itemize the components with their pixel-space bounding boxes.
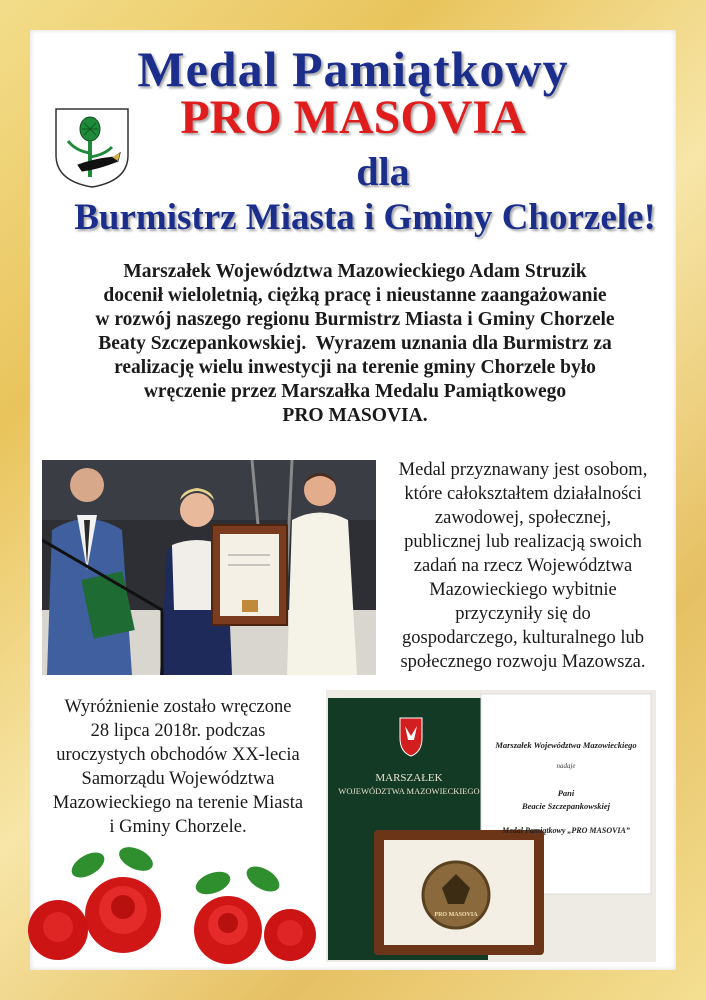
title-pro-masovia: PRO MASOVIA bbox=[180, 91, 526, 144]
medal-description-line: zadań na rzecz Województwa bbox=[413, 556, 633, 576]
award-description bbox=[28, 695, 328, 839]
certificate-awards: nadaje bbox=[556, 762, 576, 770]
certificate-recipient-prefix: Pani bbox=[557, 788, 575, 798]
award-description-line: 28 lipca 2018r. podczas bbox=[90, 721, 266, 741]
intro-line: w rozwój naszego regionu Burmistrz Miasta i Gminy Chorzele bbox=[95, 309, 615, 330]
award-description-line: Mazowieckiego na terenie Miasta bbox=[52, 793, 304, 813]
intro-paragraph bbox=[60, 260, 650, 428]
medal-description-line: zawodowej, społecznej, bbox=[434, 508, 612, 528]
coat-of-arms-icon bbox=[54, 107, 130, 189]
award-description-line: Samorządu Województwa bbox=[81, 769, 275, 789]
medal-description-line: przyczyniły się do bbox=[455, 604, 591, 624]
award-description-line: i Gminy Chorzele. bbox=[109, 817, 247, 837]
certificate-issuer: Marszałek Województwa Mazowieckiego bbox=[495, 740, 637, 750]
intro-line: Beaty Szczepankowskiej. Wyrazem uznania dla Burmistrz za bbox=[98, 333, 612, 354]
award-description-line: uroczystych obchodów XX-lecia bbox=[56, 745, 300, 765]
intro-line: realizację wielu inwestycji na terenie gminy Chorzele było bbox=[114, 357, 596, 378]
title-medal: Medal Pamiątkowy bbox=[137, 41, 569, 97]
medal-description-line: które całokształtem działalności bbox=[404, 484, 642, 504]
title-dla: dla bbox=[356, 149, 410, 194]
intro-line: Marszałek Województwa Mazowieckiego Adam Struzik bbox=[123, 261, 587, 282]
folder-text-2: WOJEWÓDZTWA MAZOWIECKIEGO bbox=[338, 786, 480, 796]
folder-text-1: MARSZAŁEK bbox=[375, 772, 443, 784]
certificate-photo bbox=[326, 690, 656, 962]
medal-description-line: Medal przyznawany jest osobom, bbox=[398, 460, 648, 480]
award-description-line: Wyróżnienie zostało wręczone bbox=[64, 697, 292, 717]
intro-line: PRO MASOVIA. bbox=[282, 405, 428, 426]
medal-description-line: społecznego rozwoju Mazowsza. bbox=[400, 652, 646, 672]
medal-description-line: publicznej lub realizacją swoich bbox=[404, 532, 642, 552]
certificate-medal-name: Medal Pamiątkowy „PRO MASOVIA” bbox=[502, 826, 630, 835]
medal-description-line: gospodarczego, kulturalnego lub bbox=[402, 628, 644, 648]
intro-line: wręczenie przez Marszałka Medalu Pamiątkowego bbox=[143, 381, 567, 402]
intro-line: docenił wieloletnią, ciężką pracę i nieustanne zaangażowanie bbox=[103, 285, 607, 306]
medal-description-line: Mazowieckiego wybitnie bbox=[429, 580, 617, 600]
ceremony-photo bbox=[42, 460, 376, 675]
title-burmistrz: Burmistrz Miasta i Gminy Chorzele! bbox=[74, 197, 656, 238]
certificate-recipient: Beacie Szczepankowskiej bbox=[521, 801, 611, 811]
roses-decoration bbox=[28, 835, 328, 965]
medal-coin-text: PRO MASOVIA bbox=[434, 912, 478, 918]
medal-description bbox=[378, 458, 668, 674]
